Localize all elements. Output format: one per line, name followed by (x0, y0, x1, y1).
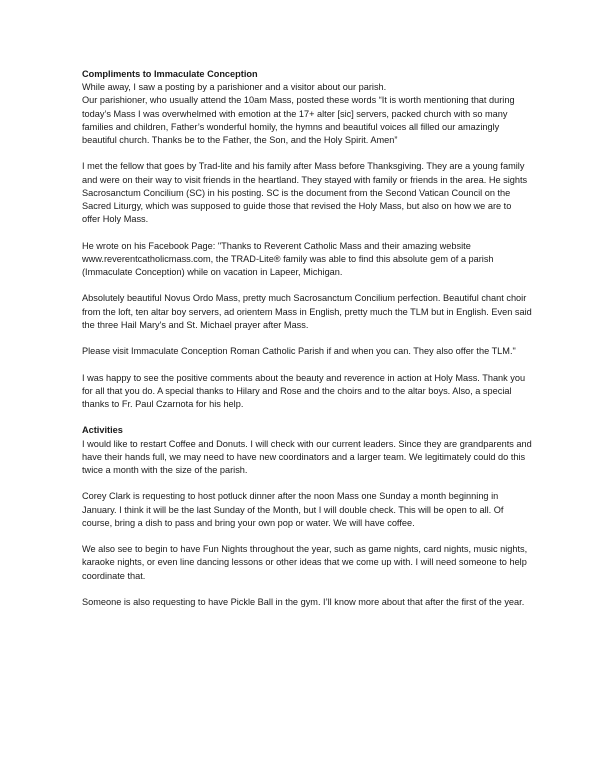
paragraph-facebook-quote: He wrote on his Facebook Page: "Thanks to Reverent Catholic Mass and their amazing website www.reverentcatholicmass.com, the TRAD-Lite® family was able to find this absolute gem of a parish (Immaculate Conception) while on vacation in Lapeer, Michigan. (82, 240, 494, 278)
paragraph-fun-nights: We also see to begin to have Fun Nights throughout the year, such as game nights, card nights, music nights, karaoke nights, or even line dancing lessons or other ideas that we come up with. I will need someone to help coordinate that. (82, 544, 528, 581)
paragraph-pickle-ball: Someone is also requesting to have Pickle Ball in the gym. I’ll know more about that after the first of the year. (82, 596, 525, 607)
paragraph-novus-ordo: Absolutely beautiful Novus Ordo Mass, pretty much Sacrosanctum Concilium perfection. Beautiful chant choir from the loft, ten altar boy servers, ad orientem Mass in English, pretty much the TLM but in English. Even said the three Hail Mary's and St. Michael prayer after Mass. (82, 293, 532, 330)
paragraph-coffee-donuts: I would like to restart Coffee and Donuts. I will check with our current leaders. Since they are grandparents and have their hands full, we may need to have new coordinators and a larger team. We legitimately could do this twice a month with the size of the parish. (82, 438, 532, 475)
section-heading-activities: Activities (82, 425, 123, 436)
paragraph-please-visit: Please visit Immaculate Conception Roman Catholic Parish if and when you can. They also offer the TLM." (82, 346, 516, 357)
paragraph-parishioner-quote: Our parishioner, who usually attend the 10am Mass, posted these words “It is worth mentioning that during today’s Mass I was overwhelmed with emotion at the 17+ alter [sic] servers, packed church with so many families and children, Father’s wonderful homily, the hymns and beautiful voices all filled our amazingly beautiful church. Thanks be to the Father, the Son, and the Holy Spirit. Amen” (82, 95, 515, 146)
paragraph-intro: While away, I saw a posting by a parishioner and a visitor about our parish. (82, 82, 387, 93)
paragraph-trad-lite: I met the fellow that goes by Trad-lite and his family after Mass before Thanksgiving. They are a young family and were on their way to visit friends in the heartland. They stayed with family or friends in the area. He sights Sacrosanctum Concilium (SC) in his posting. SC is the document from the Second Vatican Council on the Sacred Liturgy, which was supposed to guide those that revised the Holy Mass, but also on how we are to offer Holy Mass. (82, 161, 528, 225)
paragraph-thanks: I was happy to see the positive comments about the beauty and reverence in action at Holy Mass. Thank you for all that you do. A special thanks to Hilary and Rose and the choirs and to the altar boys. Also, a special thanks to Fr. Paul Czarnota for his help. (82, 372, 526, 409)
paragraph-potluck: Corey Clark is requesting to host potluck dinner after the noon Mass one Sunday a month beginning in January. I think it will be the last Sunday of the Month, but I will double check. This will be open to all. Of course, bring a dish to pass and bring your own pop or water. We will have coffee. (82, 491, 504, 528)
section-heading-compliments: Compliments to Immaculate Conception (82, 69, 258, 79)
document-page (82, 68, 532, 622)
